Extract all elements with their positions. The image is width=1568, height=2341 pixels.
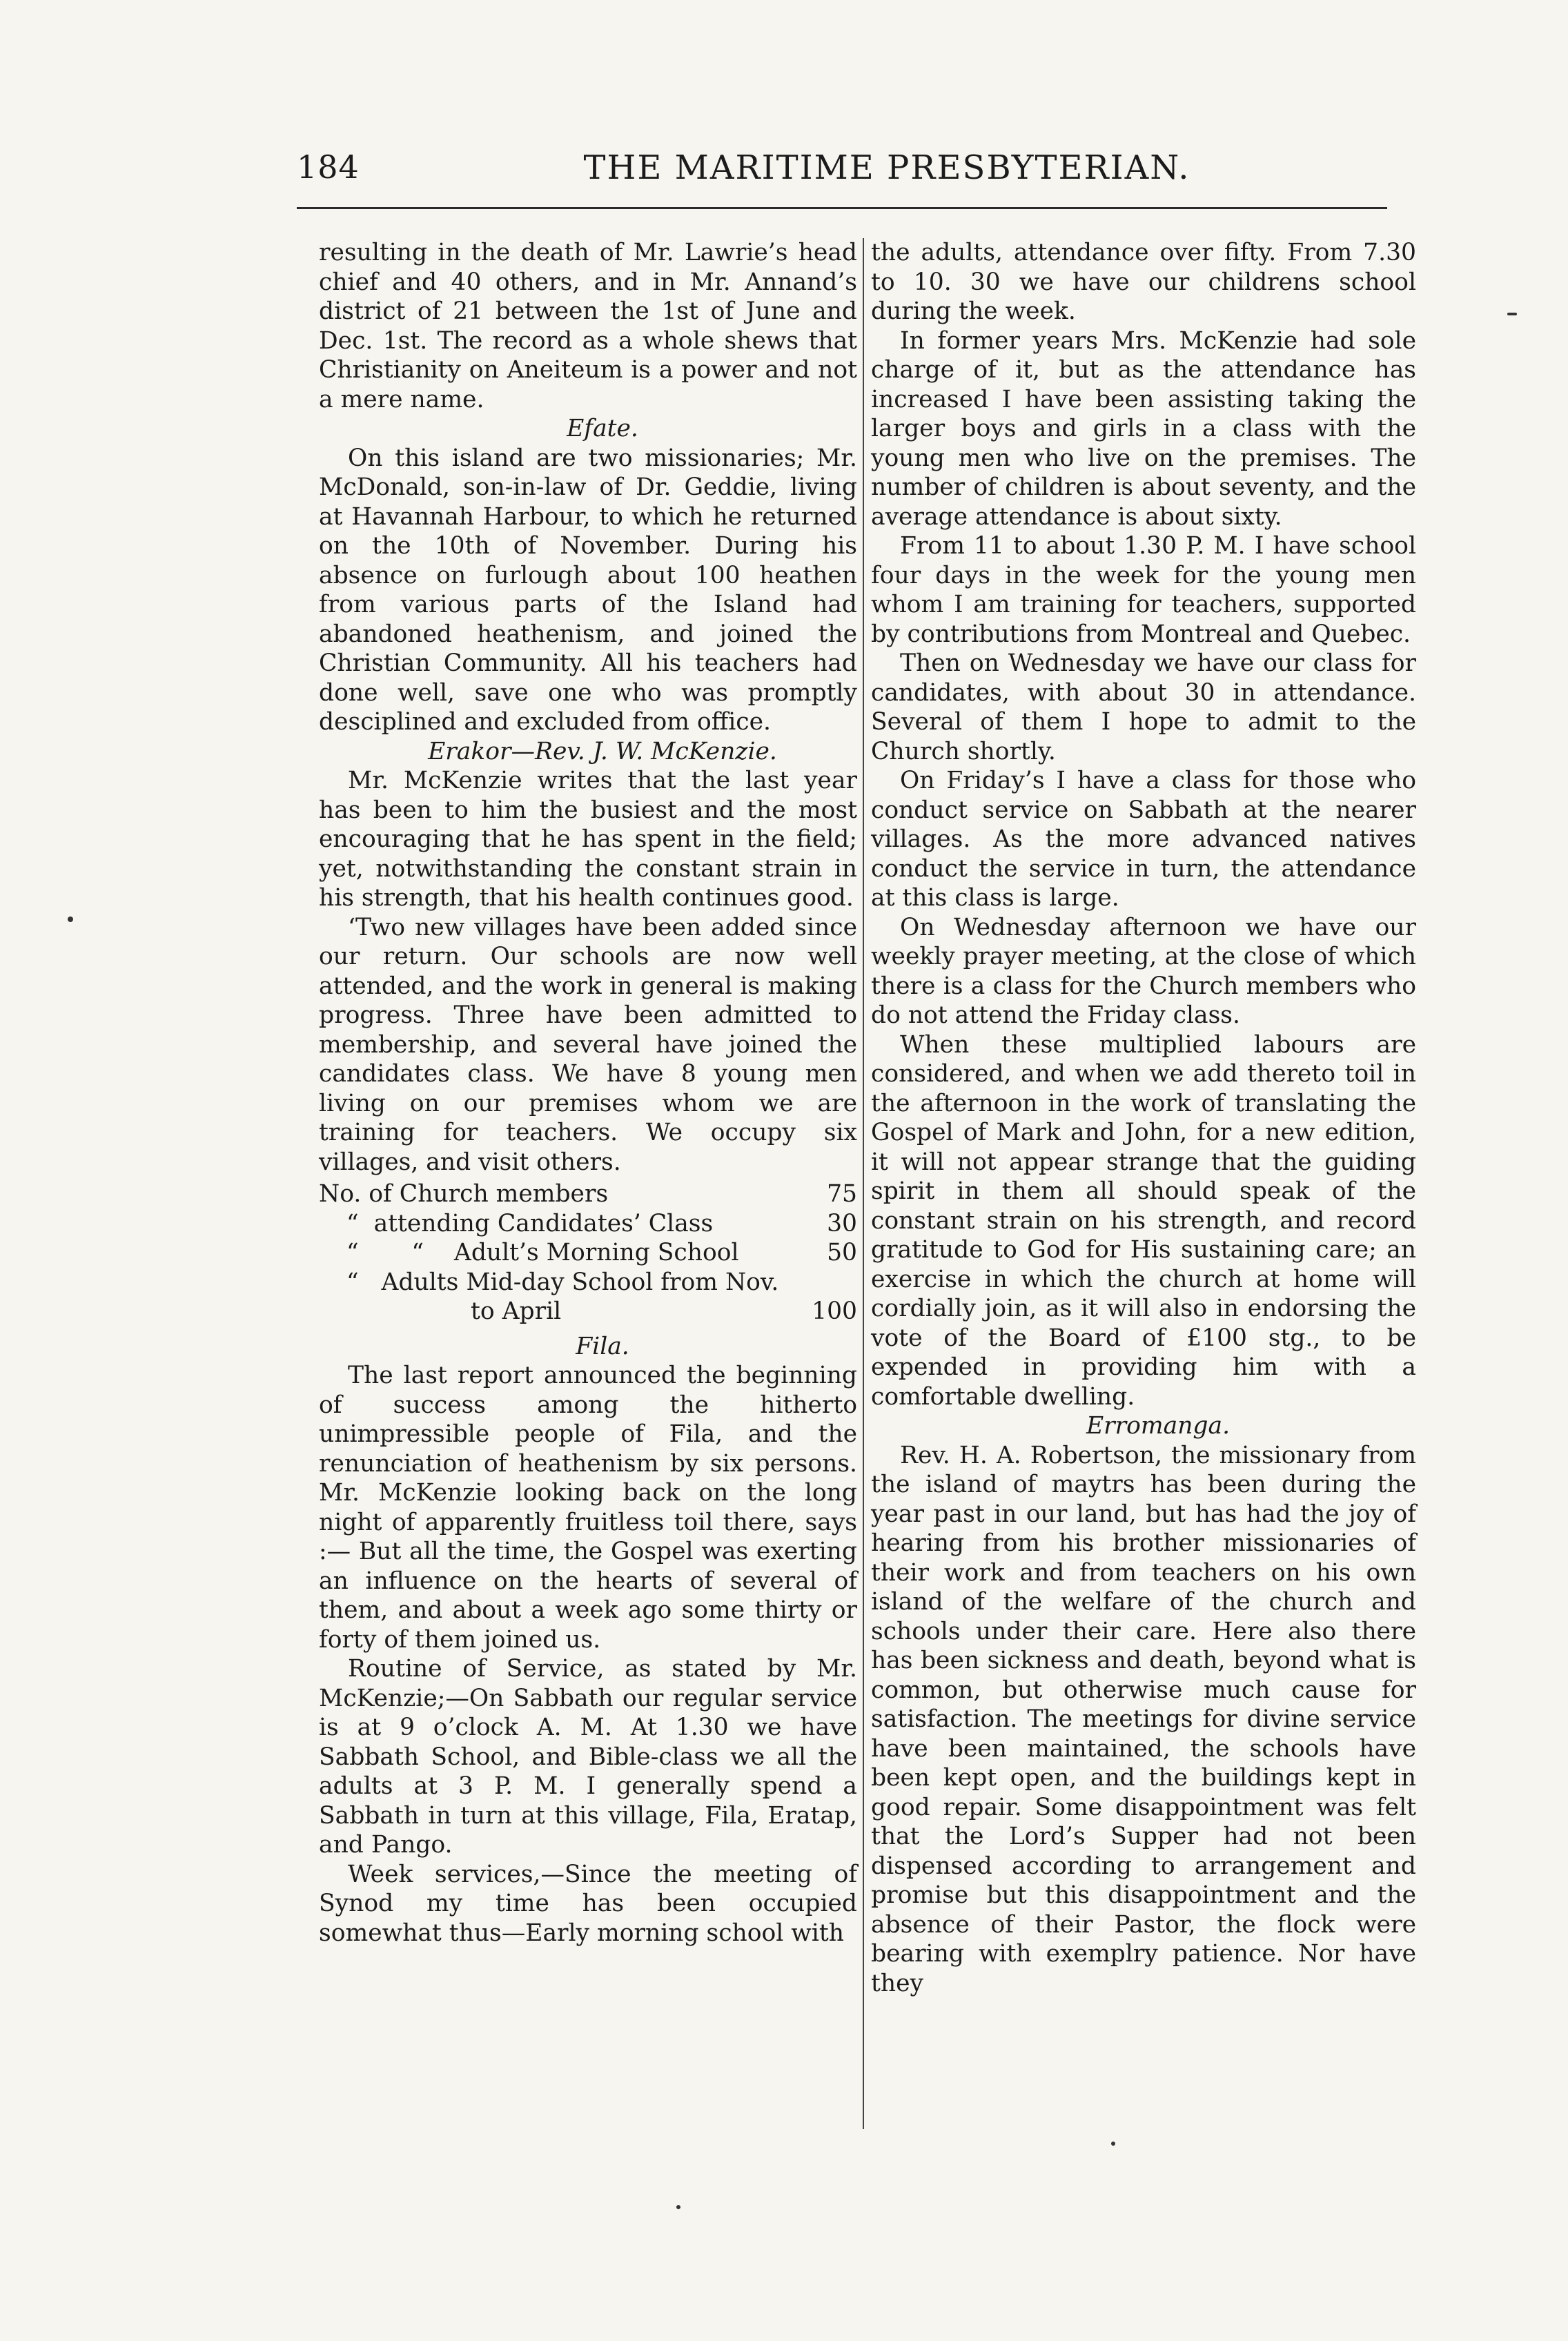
section-heading-erakor: Erakor—Rev. J. W. McKenzie. [428, 737, 777, 765]
section-heading-fila: Fila. [576, 1332, 629, 1360]
stat-label: “ Adults Mid-day School from Nov. [346, 1268, 779, 1296]
stat-value: 100 [812, 1297, 857, 1325]
paragraph: On Friday’s I have a class for those who conduct service on Sabbath at the nearer villages. As the more advanced natives conduct the service in turn, the attendance at this class is large. [871, 767, 1416, 912]
section-heading-efate: Efate. [567, 415, 638, 442]
stat-row [319, 1209, 857, 1239]
paragraph: On Wednesday afternoon we have our weekly prayer meeting, at the close of which there is a class for the Church members who do not attend the Friday class. [871, 913, 1416, 1029]
stat-row [319, 1268, 857, 1297]
running-title: THE MARITIME PRESBYTERIAN. [583, 148, 1190, 187]
header-rule [297, 207, 1387, 209]
stat-value: 30 [827, 1209, 857, 1237]
paragraph: Routine of Service, as stated by Mr. McKenzie;—On Sabbath our regular service is at 9 o’clock A. M. At 1.30 we have Sabbath School, and Bible-class we all the adults at 3 P. M. I generally spend a Sabbath in turn at this village, Fila, Eratap, and Pango. [319, 1655, 857, 1859]
scan-speck [1111, 2142, 1115, 2146]
paragraph: From 11 to about 1.30 P. M. I have school four days in the week for the young men whom I am training for teachers, supported by contributions from Montreal and Quebec. [871, 532, 1416, 648]
paragraph: ‘Two new villages have been added since our return. Our schools are now well attended, and the work in general is making progress. Three have been admitted to membership, and several have joined the candidates class. We have 8 young men living on our premises whom we are training for teachers. We occupy six villages, and visit others. [319, 913, 857, 1176]
stat-value: 50 [827, 1239, 857, 1266]
paragraph: Mr. McKenzie writes that the last year has been to him the busiest and the most encouraging that he has spent in the field; yet, notwithstanding the constant strain in his strength, that his health continues good. [319, 767, 857, 912]
scan-speck [676, 2205, 680, 2209]
stat-value: 75 [827, 1180, 857, 1208]
stat-row [319, 1297, 857, 1326]
column-divider [863, 238, 864, 2129]
paragraph: Then on Wednesday we have our class for candidates, with about 30 in attendance. Several of them I hope to admit to the Church shortly. [871, 649, 1416, 765]
right-column [871, 238, 1416, 1998]
paragraph: On this island are two missionaries; Mr. McDonald, son-in-law of Dr. Geddie, living at Havannah Harbour, to which he returned on the 10th of November. During his absence on furlough about 100 heathen from various parts of the Island had abandoned heathenism, and joined the Christian Community. All his teachers had done well, save one who was promptly desciplined and excluded from office. [319, 444, 857, 736]
page-number: 184 [297, 148, 360, 186]
stat-row [319, 1238, 857, 1268]
left-column [319, 238, 857, 1948]
paragraph: Rev. H. A. Robertson, the missionary from the island of maytrs has been during the year past in our land, but has had the joy of hearing from his brother missionaries of their work and from teachers on his own island of the welfare of the church and schools under their care. Here also there has been sickness and death, beyond what is common, but otherwise much cause for satisfaction. The meetings for divine service have been maintained, the schools have been kept open, and the buildings kept in good repair. Some disappointment was felt that the Lord’s Supper had not been dispensed according to arrangement and promise but this disappointment and the absence of their Pastor, the flock were bearing with exemplry patience. Nor have they [871, 1441, 1416, 1997]
scan-speck [68, 917, 73, 922]
paragraph: In former years Mrs. McKenzie had sole charge of it, but as the attendance has increased I have been assisting taking the larger boys and girls in a class with the young men who live on the premises. The number of children is about seventy, and the average attendance is about sixty. [871, 326, 1416, 531]
stat-label: “ “ Adult’s Morning School [346, 1239, 739, 1266]
paragraph: The last report announced the beginning of success among the hitherto unimpressible people of Fila, and the renunciation of heathenism by six persons. Mr. McKenzie looking back on the long night of apparently fruitless toil there, says :— But all the time, the Gospel was exerting an influence on the hearts of several of them, and about a week ago some thirty or forty of them joined us. [319, 1362, 857, 1654]
statistics-table [319, 1179, 857, 1326]
stat-label: “ attending Candidates’ Class [346, 1209, 714, 1237]
paragraph: Week services,—Since the meeting of Synod my time has been occupied somewhat thus—Early morning school with [319, 1860, 857, 1947]
paragraph: resulting in the death of Mr. Lawrie’s head chief and 40 others, and in Mr. Annand’s district of 21 between the 1st of June and Dec. 1st. The record as a whole shews that Christianity on Aneiteum is a power and not a mere name. [319, 239, 857, 413]
stat-row [319, 1179, 857, 1209]
scan-speck [1507, 313, 1517, 315]
paragraph: the adults, attendance over fifty. From 7.30 to 10. 30 we have our childrens school during the week. [871, 239, 1416, 325]
stat-label: No. of Church members [319, 1180, 609, 1208]
page-header [297, 148, 1387, 204]
stat-label: to April [471, 1297, 562, 1325]
section-heading-erromanga: Erromanga. [1086, 1412, 1231, 1440]
paragraph: When these multiplied labours are considered, and when we add thereto toil in the afternoon in the work of translating the Gospel of Mark and John, for a new edition, it will not appear strange that the guiding spirit in them all should speak of the constant strain on his strength, and record gratitude to God for His sustaining care; an exercise in which the church at home will cordially join, as it will also in endorsing the vote of the Board of £100 stg., to be expended in providing him with a comfortable dwelling. [871, 1030, 1416, 1411]
